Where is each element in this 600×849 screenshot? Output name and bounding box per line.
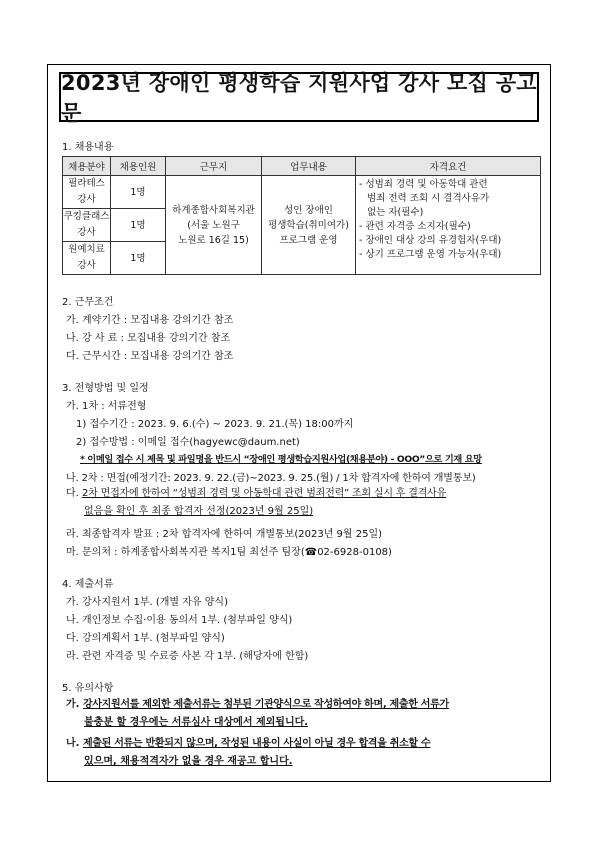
count-cell: 1명 [111,242,166,275]
underlined-text: 없음을 확인 후 최종 합격자 선정(2023년 9월 25일) [84,506,314,517]
selection-item: 라. 최종합격자 발표 : 2차 합격자에 한하여 개별통보(2023년 9월 25일) [66,529,383,540]
underlined-text: 2차 면접자에 한하여 “성범죄 경력 및 아동학대 관련 범죄전력” 조회 실시 후 결격사유 [82,488,447,499]
selection-item-da [66,485,544,521]
requirements-cell [356,176,541,275]
requirement-item: - 상기 프로그램 운영 가능자(우대) [359,249,502,260]
item-prefix: 나. [66,738,80,749]
header-field: 채용분야 [63,157,111,176]
page-title: 2023년 장애인 평생학습 지원사업 강사 모집 공고문 [61,71,537,125]
selection-item: 1) 접수기간 : 2023. 9. 6.(수) ~ 2023. 9. 21.(목) 18:00까지 [76,419,354,430]
document-item: 나. 개인정보 수집·이용 동의서 1부. (첨부파일 양식) [66,615,293,626]
location-line: 노원로 16길 15) [178,234,249,246]
duty-cell [262,176,356,275]
document-item: 가. 강사지원서 1부. (개별 자유 양식) [66,597,228,608]
duty-line: 평생학습(취미여가) [268,219,349,231]
caution-na [66,735,544,771]
recruitment-table [62,156,541,275]
document-item: 다. 강의계획서 1부. (첨부파일 양식) [66,633,225,644]
condition-item: 가. 계약기간 : 모집내용 강의기간 참조 [66,315,234,326]
requirement-item: 범죄 전력 조회 시 결격사유가 [367,193,490,204]
table-row [63,176,541,209]
header-requirements: 자격요건 [356,157,541,176]
underlined-text: 제출된 서류는 반환되지 않으며, 작성된 내용이 사실이 아닐 경우 합격을 취소할 수 [82,738,431,749]
item-prefix: 다. [66,488,83,499]
field-cell: 쿠킹클래스 강사 [63,209,111,242]
document-item: 라. 관련 자격증 및 수료증 사본 각 1부. (해당자에 한함) [66,651,309,662]
requirement-item: - 장애인 대상 강의 유경험자(우대) [359,235,502,246]
title-box [59,71,539,125]
header-duty: 업무내용 [262,157,356,176]
requirement-item: 없는 자(필수) [367,207,424,218]
requirement-item: - 성범죄 경력 및 아동학대 관련 [359,179,488,190]
item-prefix: 가. [66,699,80,710]
document-frame [47,64,551,782]
selection-item: 나. 2차 : 면접(예정기간: 2023. 9. 22.(금)~2023. 9. 25.(월) / 1차 합격자에 한하여 개별통보) [66,473,476,484]
section-4-heading: 4. 제출서류 [62,579,114,590]
underlined-text: 강사지원서를 제외한 제출서류는 첨부된 기관양식으로 작성하여야 하며, 제출한 서류가 [82,699,449,710]
section-1-heading: 1. 채용내용 [62,142,114,153]
count-cell: 1명 [111,209,166,242]
contact-line: 마. 문의처 : 하계종합사회복지관 복지1팀 최선주 팀장(☎02-6928-0108) [66,547,392,558]
section-5-heading: 5. 유의사항 [62,683,114,694]
condition-item: 나. 강 사 료 : 모집내용 강의기간 참조 [66,333,231,344]
condition-item: 다. 근무시간 : 모집내용 강의기간 참조 [66,351,234,362]
location-line: 하계종합사회복지관 [172,204,255,216]
section-2-heading: 2. 근무조건 [62,297,114,308]
selection-item: 가. 1차 : 서류전형 [66,401,147,412]
duty-line: 성인 장애인 [284,204,333,216]
underlined-text: 있으며, 채용적격자가 없을 경우 재공고 합니다. [84,756,293,767]
table-header-row [63,157,541,176]
duty-line: 프로그램 운영 [279,234,338,246]
email-notice: * 이메일 접수 시 제목 및 파일명을 반드시 “장애인 평생학습지원사업(채용분야) - OOO”으로 기재 요망 [80,454,482,465]
field-cell: 필라테스 강사 [63,176,111,209]
field-cell: 원예치료 강사 [63,242,111,275]
caution-ga [66,696,544,732]
underlined-text: 불충분 할 경우에는 서류심사 대상에서 제외됩니다. [84,717,309,728]
location-line: (서울 노원구 [187,219,240,231]
selection-item: 2) 접수방법 : 이메일 접수(hagyewc@daum.net) [76,437,300,448]
count-cell: 1명 [111,176,166,209]
header-count: 채용인원 [111,157,166,176]
requirement-item: - 관련 자격증 소지자(필수) [359,221,471,232]
section-3-heading: 3. 전형방법 및 일정 [62,383,149,394]
header-location: 근무지 [166,157,262,176]
location-cell [166,176,262,275]
